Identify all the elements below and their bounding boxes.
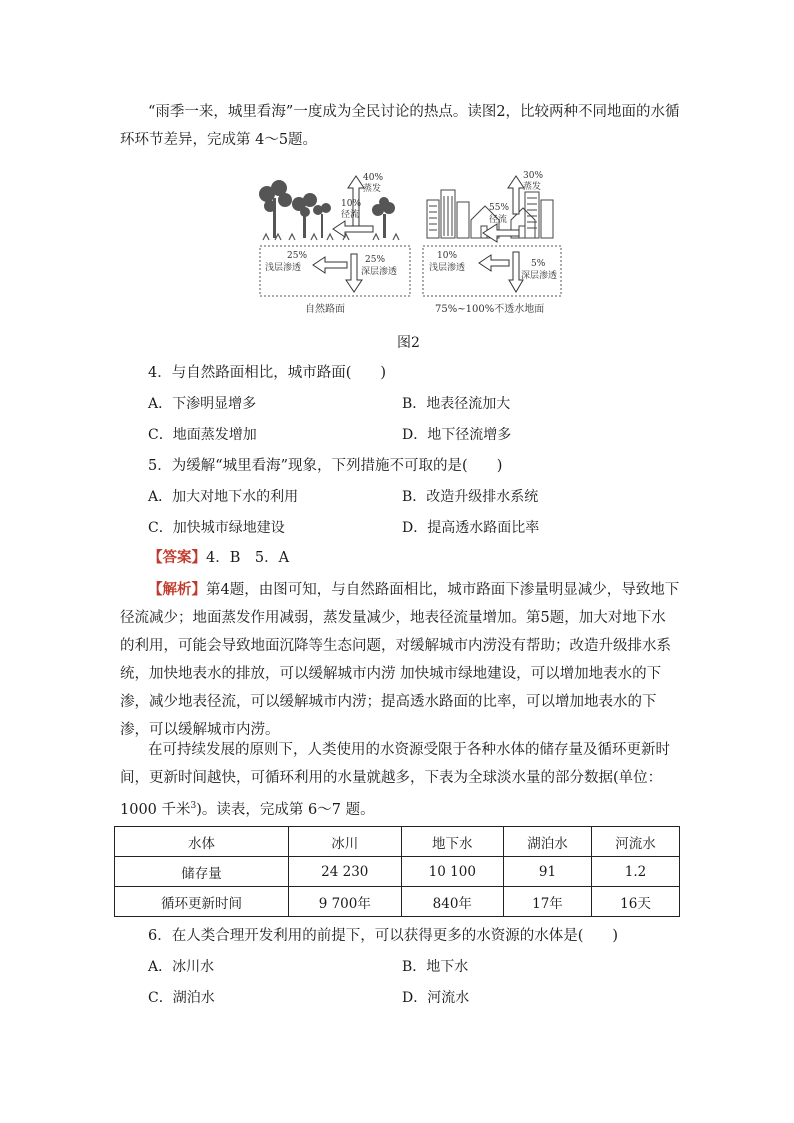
question-4-option-b: B．地表径流加大 (402, 396, 511, 412)
svg-text:5%: 5% (531, 259, 546, 269)
svg-text:55%: 55% (489, 203, 510, 213)
svg-text:自然路面: 自然路面 (305, 304, 345, 315)
table-cell: 9 700年 (288, 887, 401, 917)
svg-text:40%: 40% (363, 173, 384, 183)
natural-surface-panel (259, 173, 410, 315)
table-header-row (115, 827, 680, 857)
svg-text:深层渗透: 深层渗透 (521, 271, 558, 281)
answer-tag: 【答案】 (148, 549, 206, 566)
question-5-option-c: C．加快城市绿地建设 (148, 520, 285, 536)
city-shallow-arrow (479, 255, 509, 271)
water-cycle-figure (255, 170, 565, 320)
table-row (115, 857, 680, 887)
analysis-tag: 【解析】 (148, 581, 206, 598)
table-header-cell: 冰川 (288, 827, 401, 857)
city-evaporation-arrow (508, 176, 524, 214)
city-surface-panel (423, 171, 561, 315)
question-5-option-b: B．改造升级排水系统 (402, 489, 539, 505)
question-6-option-a: A．冰川水 (148, 959, 215, 975)
table-header-cell: 地下水 (401, 827, 503, 857)
table-header-cell: 湖泊水 (503, 827, 591, 857)
analysis-paragraph (120, 576, 680, 744)
shallow-infiltration-arrow (313, 257, 347, 273)
svg-text:径流: 径流 (341, 210, 360, 220)
svg-text:深层渗透: 深层渗透 (361, 267, 398, 277)
table-cell: 17年 (503, 887, 591, 917)
svg-text:10%: 10% (437, 251, 458, 261)
unit-superscript: 3 (190, 801, 197, 811)
svg-text:25%: 25% (287, 251, 308, 261)
table-intro-paragraph (120, 736, 680, 824)
svg-text:蒸发: 蒸发 (363, 184, 382, 194)
table-intro-text-a: 在可持续发展的原则下，人类使用的水资源受限于各种水体的储存量及循环更新时间，更新时间越快，可循环利用的水量就越多，下表为全球淡水量的部分数据(单位：1000 千米 (120, 742, 670, 818)
answer-text: 4．B 5．A (206, 550, 290, 566)
deep-infiltration-arrow (346, 254, 362, 292)
svg-text:浅层渗透: 浅层渗透 (429, 263, 466, 273)
question-5-option-a: A．加大对地下水的利用 (148, 489, 299, 505)
question-6-option-c: C．湖泊水 (148, 990, 215, 1006)
intro-paragraph: “雨季一来，城里看海”一度成为全民讨论的热点。读图2，比较两种不同地面的水循环环节差异，完成第 4～5题。 (120, 104, 680, 148)
analysis-text: 第4题，由图可知，与自然路面相比，城市路面下渗量明显减少，导致地下径流减少；地面蒸发作用减弱，蒸发量减少，地表径流量增加。第5题，加大对地下水的利用，可能会导致地面沉降等生态问题，对缓解城市内涝没有帮助；改造升级排水系统，加快地表水的排放，可以缓解城市内涝 加快城市绿地建设，可以增加地表水的下渗，减少地表径流，可以缓解城市内涝；提高透水路面的比率，可以增加地表水的下渗，可以缓解城市内涝。 (120, 582, 680, 738)
question-4-stem: 4．与自然路面相比，城市路面( ) (148, 365, 387, 381)
table-header-cell: 河流水 (591, 827, 679, 857)
svg-text:蒸发: 蒸发 (523, 182, 542, 192)
table-cell: 91 (503, 857, 591, 887)
table-cell: 循环更新时间 (115, 887, 289, 917)
freshwater-table (114, 826, 680, 917)
question-4-option-a: A．下渗明显增多 (148, 396, 257, 412)
table-cell: 16天 (591, 887, 679, 917)
question-5-option-d: D．提高透水路面比率 (402, 520, 540, 536)
svg-text:浅层渗透: 浅层渗透 (265, 263, 302, 273)
table-cell: 840年 (401, 887, 503, 917)
svg-text:10%: 10% (341, 199, 362, 209)
table-cell: 1.2 (591, 857, 679, 887)
table-cell: 10 100 (401, 857, 503, 887)
table-cell: 储存量 (115, 857, 289, 887)
question-6-option-b: B．地下水 (402, 959, 469, 975)
table-cell: 24 230 (288, 857, 401, 887)
figure-caption: 图2 (397, 335, 420, 351)
svg-text:75%~100%不透水地面: 75%~100%不透水地面 (435, 304, 545, 315)
svg-text:25%: 25% (365, 255, 386, 265)
table-row (115, 887, 680, 917)
table-intro-text-b: )。读表，完成第 6～7 题。 (196, 801, 375, 818)
table-header-cell: 水体 (115, 827, 289, 857)
svg-text:径流: 径流 (489, 215, 508, 225)
city-runoff-arrow (483, 224, 519, 242)
question-6-option-d: D．河流水 (402, 990, 470, 1006)
question-4-option-c: C．地面蒸发增加 (148, 427, 257, 443)
answer-line (148, 548, 289, 568)
question-5-stem: 5．为缓解“城里看海”现象，下列措施不可取的是( ) (148, 458, 503, 474)
question-4-option-d: D．地下径流增多 (402, 427, 512, 443)
question-6-stem: 6．在人类合理开发利用的前提下，可以获得更多的水资源的水体是( ) (148, 928, 619, 944)
svg-text:30%: 30% (523, 171, 544, 181)
